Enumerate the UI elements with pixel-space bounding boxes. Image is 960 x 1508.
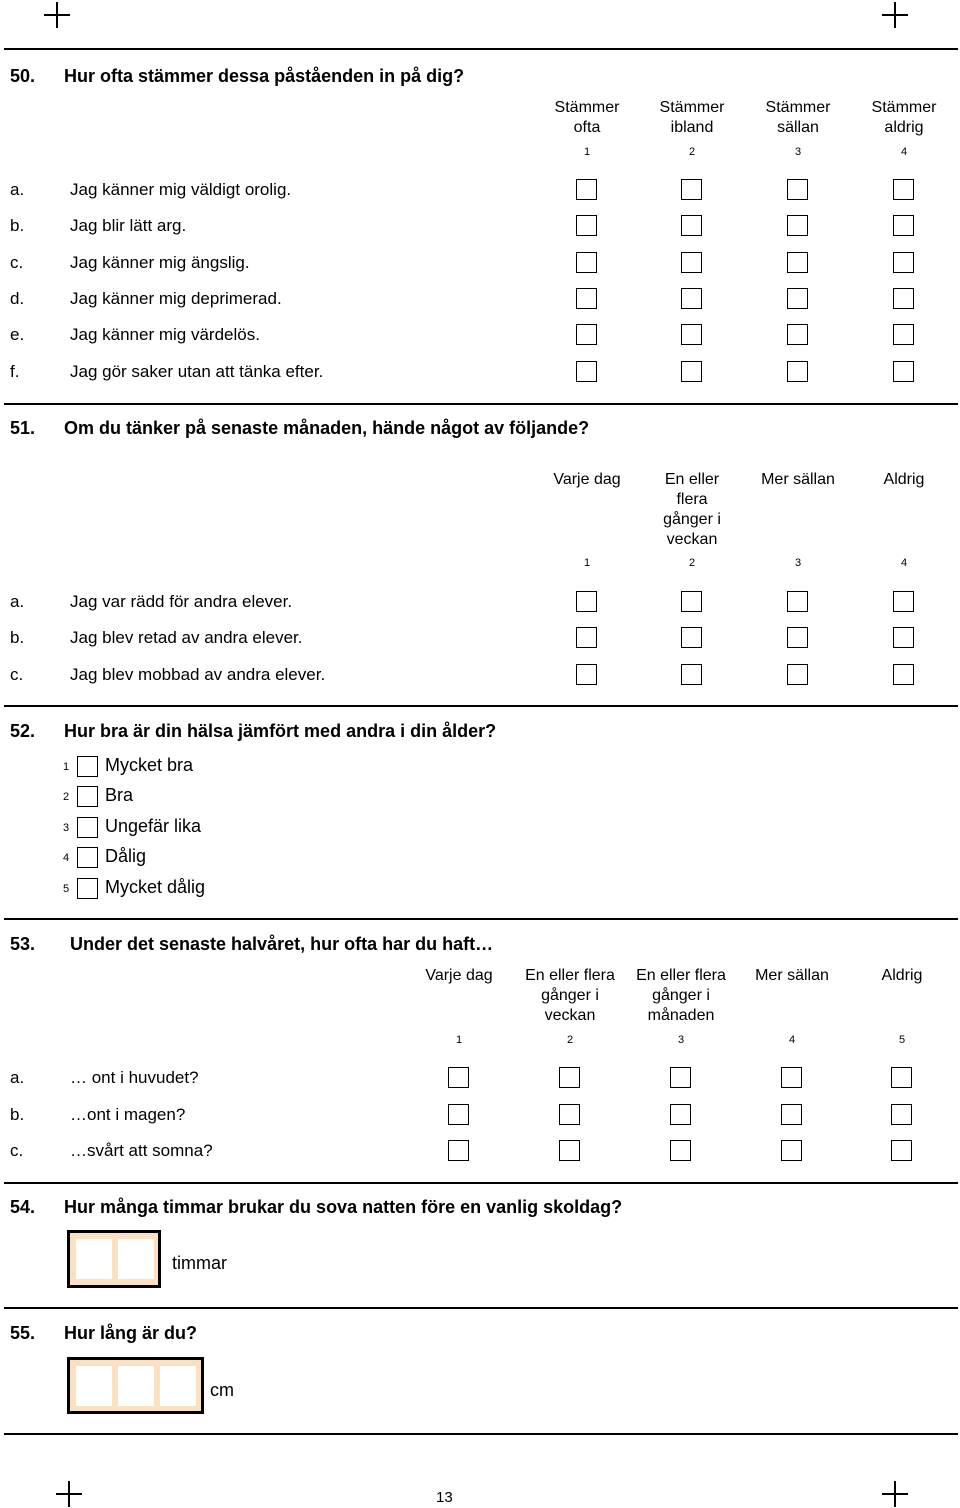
answer-checkbox[interactable] xyxy=(787,215,808,236)
answer-checkbox[interactable] xyxy=(670,1140,691,1161)
height-digit-1-field[interactable] xyxy=(76,1366,112,1406)
hours-digit-1-field[interactable] xyxy=(76,1239,112,1279)
column-header-label: Stämmer sällan xyxy=(765,99,831,136)
column-header-label: Stämmer ofta xyxy=(554,99,620,136)
answer-checkbox[interactable] xyxy=(681,324,702,345)
answer-checkbox[interactable] xyxy=(681,591,702,612)
answer-checkbox[interactable] xyxy=(681,179,702,200)
answer-checkbox[interactable] xyxy=(891,1104,912,1125)
answer-checkbox[interactable] xyxy=(787,361,808,382)
answer-checkbox[interactable] xyxy=(893,361,914,382)
answer-checkbox[interactable] xyxy=(893,215,914,236)
answer-checkbox[interactable] xyxy=(893,664,914,685)
option-checkbox[interactable] xyxy=(77,847,98,868)
answer-checkbox[interactable] xyxy=(576,627,597,648)
column-code: 1 xyxy=(583,146,591,158)
item-letter: c. xyxy=(10,665,24,684)
item-text: Jag känner mig väldigt orolig. xyxy=(70,180,292,199)
answer-checkbox[interactable] xyxy=(681,252,702,273)
divider xyxy=(4,1182,958,1184)
option-code: 5 xyxy=(63,883,70,895)
option-code: 1 xyxy=(63,761,70,773)
option-label: Ungefär lika xyxy=(105,816,202,836)
column-code: 5 xyxy=(898,1034,906,1046)
column-header-label: En eller flera gånger i veckan xyxy=(663,471,721,548)
option-label: Bra xyxy=(105,785,134,805)
question-number: 54. xyxy=(10,1197,36,1217)
column-code: 1 xyxy=(455,1034,463,1046)
answer-checkbox[interactable] xyxy=(787,179,808,200)
column-header-label: Aldrig xyxy=(881,967,923,984)
item-letter: a. xyxy=(10,592,25,611)
column-header-label: Stämmer ibland xyxy=(659,99,725,136)
item-text: Jag känner mig deprimerad. xyxy=(70,289,282,308)
option-code: 4 xyxy=(63,852,70,864)
option-checkbox[interactable] xyxy=(77,878,98,899)
hours-entry-box xyxy=(67,1230,161,1288)
answer-checkbox[interactable] xyxy=(576,664,597,685)
answer-checkbox[interactable] xyxy=(893,252,914,273)
column-header-label: Varje dag xyxy=(553,471,621,488)
divider xyxy=(4,1433,958,1435)
answer-checkbox[interactable] xyxy=(559,1140,580,1161)
answer-checkbox[interactable] xyxy=(787,252,808,273)
column-code: 4 xyxy=(900,557,908,569)
height-entry-box xyxy=(67,1357,204,1414)
item-text: Jag känner mig värdelös. xyxy=(70,325,260,344)
item-letter: e. xyxy=(10,325,25,344)
registration-mark-top-right xyxy=(882,2,908,28)
item-text: …ont i magen? xyxy=(70,1105,186,1124)
registration-mark-bottom-right xyxy=(882,1481,908,1507)
answer-checkbox[interactable] xyxy=(576,361,597,382)
question-number: 52. xyxy=(10,721,36,741)
option-label: Dålig xyxy=(105,846,147,866)
answer-checkbox[interactable] xyxy=(787,324,808,345)
option-code: 3 xyxy=(63,822,70,834)
column-code: 2 xyxy=(566,1034,574,1046)
column-code: 2 xyxy=(688,146,696,158)
item-letter: b. xyxy=(10,216,25,235)
divider xyxy=(4,403,958,405)
item-letter: a. xyxy=(10,180,25,199)
height-digit-2-field[interactable] xyxy=(118,1366,154,1406)
answer-checkbox[interactable] xyxy=(781,1104,802,1125)
page-number: 13 xyxy=(436,1489,453,1506)
question-number: 53. xyxy=(10,934,36,954)
question-text: Hur lång är du? xyxy=(64,1323,198,1343)
item-letter: b. xyxy=(10,628,25,647)
answer-checkbox[interactable] xyxy=(787,664,808,685)
divider xyxy=(4,48,958,50)
item-text: … ont i huvudet? xyxy=(70,1068,199,1087)
answer-checkbox[interactable] xyxy=(787,591,808,612)
divider xyxy=(4,1307,958,1309)
question-number: 51. xyxy=(10,418,36,438)
item-letter: a. xyxy=(10,1068,25,1087)
answer-checkbox[interactable] xyxy=(681,215,702,236)
answer-checkbox[interactable] xyxy=(781,1140,802,1161)
item-letter: d. xyxy=(10,289,25,308)
answer-checkbox[interactable] xyxy=(893,288,914,309)
answer-checkbox[interactable] xyxy=(670,1104,691,1125)
option-label: Mycket bra xyxy=(105,755,194,775)
answer-checkbox[interactable] xyxy=(781,1067,802,1088)
answer-checkbox[interactable] xyxy=(559,1067,580,1088)
height-digit-3-field[interactable] xyxy=(160,1366,196,1406)
answer-checkbox[interactable] xyxy=(893,324,914,345)
column-header-label: Stämmer aldrig xyxy=(871,99,937,136)
column-header-label: Varje dag xyxy=(425,967,493,984)
question-number: 55. xyxy=(10,1323,36,1343)
answer-checkbox[interactable] xyxy=(448,1067,469,1088)
answer-checkbox[interactable] xyxy=(448,1104,469,1125)
item-text: Jag var rädd för andra elever. xyxy=(70,592,293,611)
answer-checkbox[interactable] xyxy=(891,1140,912,1161)
question-text: Hur många timmar brukar du sova natten före en vanlig skoldag? xyxy=(64,1197,623,1217)
column-code: 2 xyxy=(688,557,696,569)
answer-checkbox[interactable] xyxy=(893,591,914,612)
divider xyxy=(4,705,958,707)
option-checkbox[interactable] xyxy=(77,786,98,807)
answer-checkbox[interactable] xyxy=(893,179,914,200)
answer-checkbox[interactable] xyxy=(891,1067,912,1088)
column-header-label: Aldrig xyxy=(883,471,925,488)
answer-checkbox[interactable] xyxy=(681,288,702,309)
column-code: 1 xyxy=(583,557,591,569)
item-text: …svårt att somna? xyxy=(70,1141,213,1160)
answer-checkbox[interactable] xyxy=(559,1104,580,1125)
item-letter: f. xyxy=(10,362,20,381)
option-code: 2 xyxy=(63,791,70,803)
question-text: Under det senaste halvåret, hur ofta har du haft… xyxy=(70,934,494,954)
item-letter: c. xyxy=(10,1141,24,1160)
answer-checkbox[interactable] xyxy=(576,252,597,273)
item-text: Jag blev mobbad av andra elever. xyxy=(70,665,326,684)
column-header-label: Mer sällan xyxy=(755,967,829,984)
item-text: Jag blev retad av andra elever. xyxy=(70,628,303,647)
item-text: Jag blir lätt arg. xyxy=(70,216,187,235)
item-text: Jag känner mig ängslig. xyxy=(70,253,250,272)
item-letter: c. xyxy=(10,253,24,272)
answer-checkbox[interactable] xyxy=(576,324,597,345)
answer-checkbox[interactable] xyxy=(448,1140,469,1161)
column-code: 3 xyxy=(677,1034,685,1046)
registration-mark-top-left xyxy=(44,2,70,28)
height-unit-label: cm xyxy=(210,1380,234,1400)
question-text: Hur bra är din hälsa jämfört med andra i din ålder? xyxy=(64,721,497,741)
answer-checkbox[interactable] xyxy=(787,627,808,648)
answer-checkbox[interactable] xyxy=(681,627,702,648)
column-header-label: En eller flera gånger i veckan xyxy=(525,967,615,1024)
question-number: 50. xyxy=(10,66,36,86)
divider xyxy=(4,918,958,920)
answer-checkbox[interactable] xyxy=(576,591,597,612)
answer-checkbox[interactable] xyxy=(681,361,702,382)
option-checkbox[interactable] xyxy=(77,756,98,777)
option-label: Mycket dålig xyxy=(105,877,206,897)
column-code: 4 xyxy=(788,1034,796,1046)
question-text: Hur ofta stämmer dessa påståenden in på dig? xyxy=(64,66,465,86)
column-code: 4 xyxy=(900,146,908,158)
answer-checkbox[interactable] xyxy=(576,179,597,200)
hours-digit-2-field[interactable] xyxy=(118,1239,154,1279)
hours-unit-label: timmar xyxy=(172,1253,227,1273)
registration-mark-bottom-left xyxy=(56,1481,82,1507)
column-header-label: Mer sällan xyxy=(761,471,835,488)
answer-checkbox[interactable] xyxy=(787,288,808,309)
answer-checkbox[interactable] xyxy=(893,627,914,648)
column-code: 3 xyxy=(794,146,802,158)
answer-checkbox[interactable] xyxy=(670,1067,691,1088)
answer-checkbox[interactable] xyxy=(576,288,597,309)
answer-checkbox[interactable] xyxy=(681,664,702,685)
question-text: Om du tänker på senaste månaden, hände något av följande? xyxy=(64,418,590,438)
item-letter: b. xyxy=(10,1105,25,1124)
item-text: Jag gör saker utan att tänka efter. xyxy=(70,362,324,381)
column-header-label: En eller flera gånger i månaden xyxy=(636,967,726,1024)
option-checkbox[interactable] xyxy=(77,817,98,838)
answer-checkbox[interactable] xyxy=(576,215,597,236)
column-code: 3 xyxy=(794,557,802,569)
